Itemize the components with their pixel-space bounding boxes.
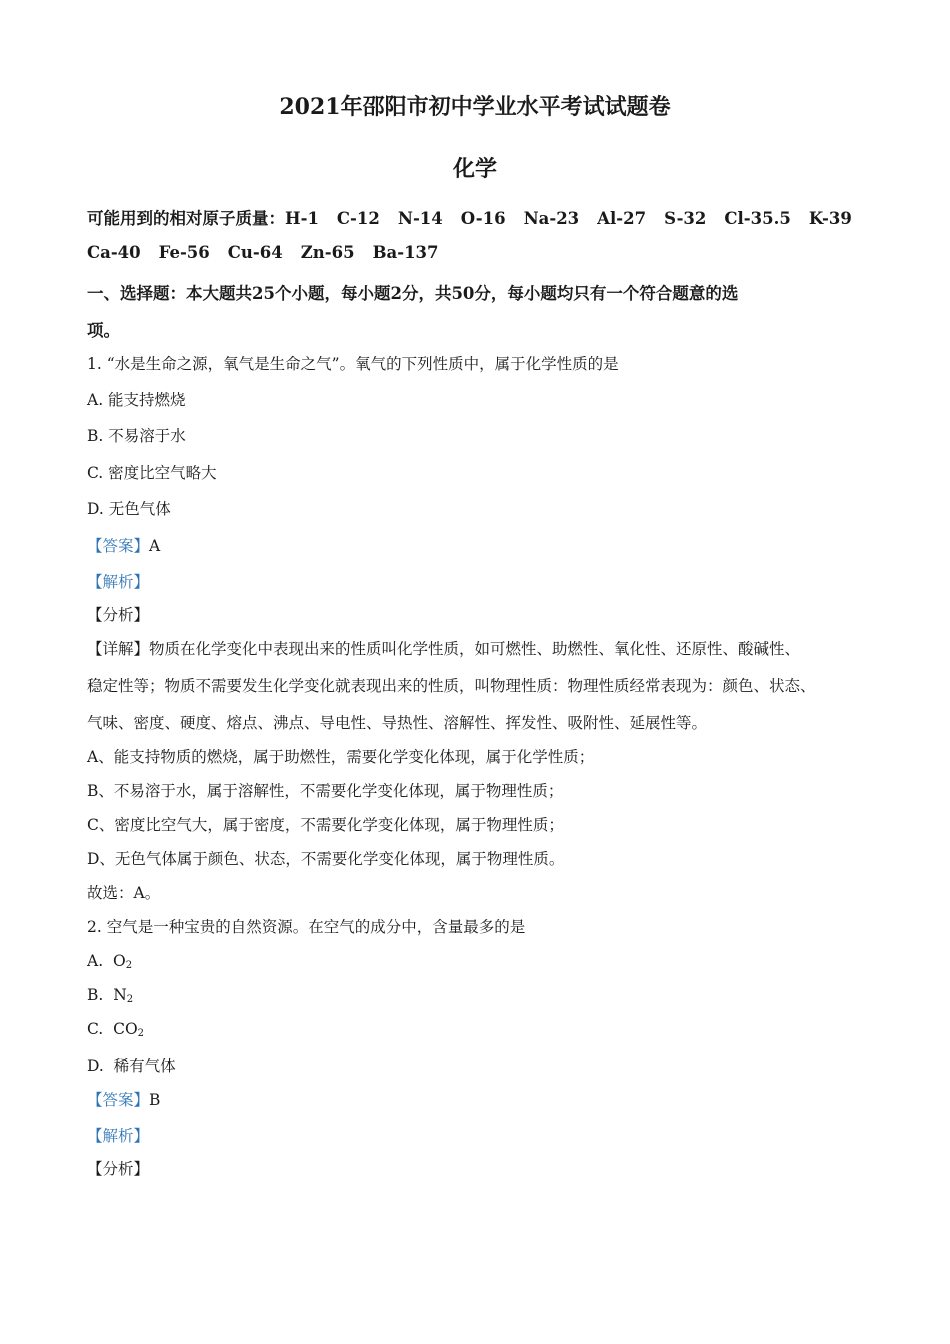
atomic-mass-item: Cu-64 xyxy=(227,243,283,262)
q2-analysis-tag: 【解析】 xyxy=(87,1127,150,1145)
q1-explain-b: B、不易溶于水，属于溶解性，不需要化学变化体现，属于物理性质； xyxy=(87,782,564,800)
atomic-mass-item: K-39 xyxy=(808,209,852,228)
formula: CO xyxy=(113,1020,138,1038)
section-heading-line-1: 一、选择题：本大题共25个小题，每小题2分，共50分，每小题均只有一个符合题意的选 xyxy=(87,284,739,303)
atomic-mass-item: Ba-137 xyxy=(372,243,439,262)
q2-fenxi-tag: 【分析】 xyxy=(87,1160,150,1178)
answer-value: A xyxy=(149,537,161,555)
subscript: 2 xyxy=(137,1028,145,1039)
q1-analysis-tag: 【解析】 xyxy=(87,573,150,591)
q2-option-b xyxy=(87,986,133,1005)
atomic-mass-item: S-32 xyxy=(664,209,707,228)
q1-detail-line-2: 稳定性等；物质不需要发生化学变化就表现出来的性质，叫物理性质：物理性质经常表现为：颜色、状态、 xyxy=(87,677,816,695)
q1-explain-c: C、密度比空气大，属于密度，不需要化学变化体现，属于物理性质； xyxy=(87,816,564,834)
q2-stem: 2. 空气是一种宝贵的自然资源。在空气的成分中，含量最多的是 xyxy=(87,918,526,936)
atomic-mass-line-1 xyxy=(87,205,870,229)
atomic-mass-item: Fe-56 xyxy=(158,243,210,262)
subscript: 2 xyxy=(125,960,133,971)
subscript: 2 xyxy=(126,994,134,1005)
atomic-mass-item: Cl-35.5 xyxy=(724,209,791,228)
q1-fenxi-tag: 【分析】 xyxy=(87,606,150,624)
q1-explain-d: D、无色气体属于颜色、状态，不需要化学变化体现，属于物理性质。 xyxy=(87,850,565,868)
q1-option-a: A. 能支持燃烧 xyxy=(87,391,186,409)
answer-tag: 【答案】 xyxy=(87,537,150,555)
q1-option-c: C. 密度比空气略大 xyxy=(87,464,217,482)
q2-option-d xyxy=(87,1054,176,1076)
formula: N xyxy=(113,986,127,1004)
option-letter: D. xyxy=(87,1057,104,1075)
subject-title: 化学 xyxy=(452,156,497,182)
q2-option-a xyxy=(87,952,132,971)
q1-detail-line-3: 气味、密度、硬度、熔点、沸点、导电性、导热性、溶解性、挥发性、吸附性、延展性等。 xyxy=(87,714,708,732)
q1-explain-a: A、能支持物质的燃烧，属于助燃性，需要化学变化体现，属于化学性质； xyxy=(87,748,595,766)
atomic-mass-item: H-1 xyxy=(285,209,319,228)
atomic-mass-item: Na-23 xyxy=(523,209,580,228)
q2-answer xyxy=(87,1088,160,1110)
q1-option-b: B. 不易溶于水 xyxy=(87,427,186,445)
option-letter: A. xyxy=(87,952,104,970)
q2-option-c xyxy=(87,1020,144,1039)
atomic-mass-label: 可能用到的相对原子质量： xyxy=(87,209,285,228)
answer-tag: 【答案】 xyxy=(87,1091,150,1109)
option-letter: B. xyxy=(87,986,104,1004)
option-letter: C. xyxy=(87,1020,104,1038)
q1-option-d: D. 无色气体 xyxy=(87,500,171,518)
formula: O xyxy=(112,952,126,970)
answer-value: B xyxy=(149,1091,161,1109)
q1-stem: 1. “水是生命之源，氧气是生命之气”。氧气的下列性质中，属于化学性质的是 xyxy=(87,355,619,373)
q1-detail-line-1 xyxy=(87,637,800,659)
detail-tag: 【详解】 xyxy=(87,640,150,658)
option-text: 稀有气体 xyxy=(113,1057,176,1075)
atomic-mass-item: O-16 xyxy=(460,209,506,228)
atomic-mass-item: N-14 xyxy=(397,209,443,228)
atomic-mass-item: Zn-65 xyxy=(300,243,355,262)
q1-conclusion: 故选：A。 xyxy=(87,884,161,902)
atomic-mass-line-2 xyxy=(87,243,457,262)
page-title: 2021年邵阳市初中学业水平考试试题卷 xyxy=(279,94,671,120)
detail-text: 物质在化学变化中表现出来的性质叫化学性质，如可燃性、助燃性、氧化性、还原性、酸碱性、 xyxy=(149,640,801,658)
atomic-mass-item: Al-27 xyxy=(597,209,647,228)
section-heading-line-2: 项。 xyxy=(87,321,120,340)
atomic-mass-item: Ca-40 xyxy=(87,243,141,262)
atomic-mass-item: C-12 xyxy=(336,209,380,228)
q1-answer xyxy=(87,534,160,556)
